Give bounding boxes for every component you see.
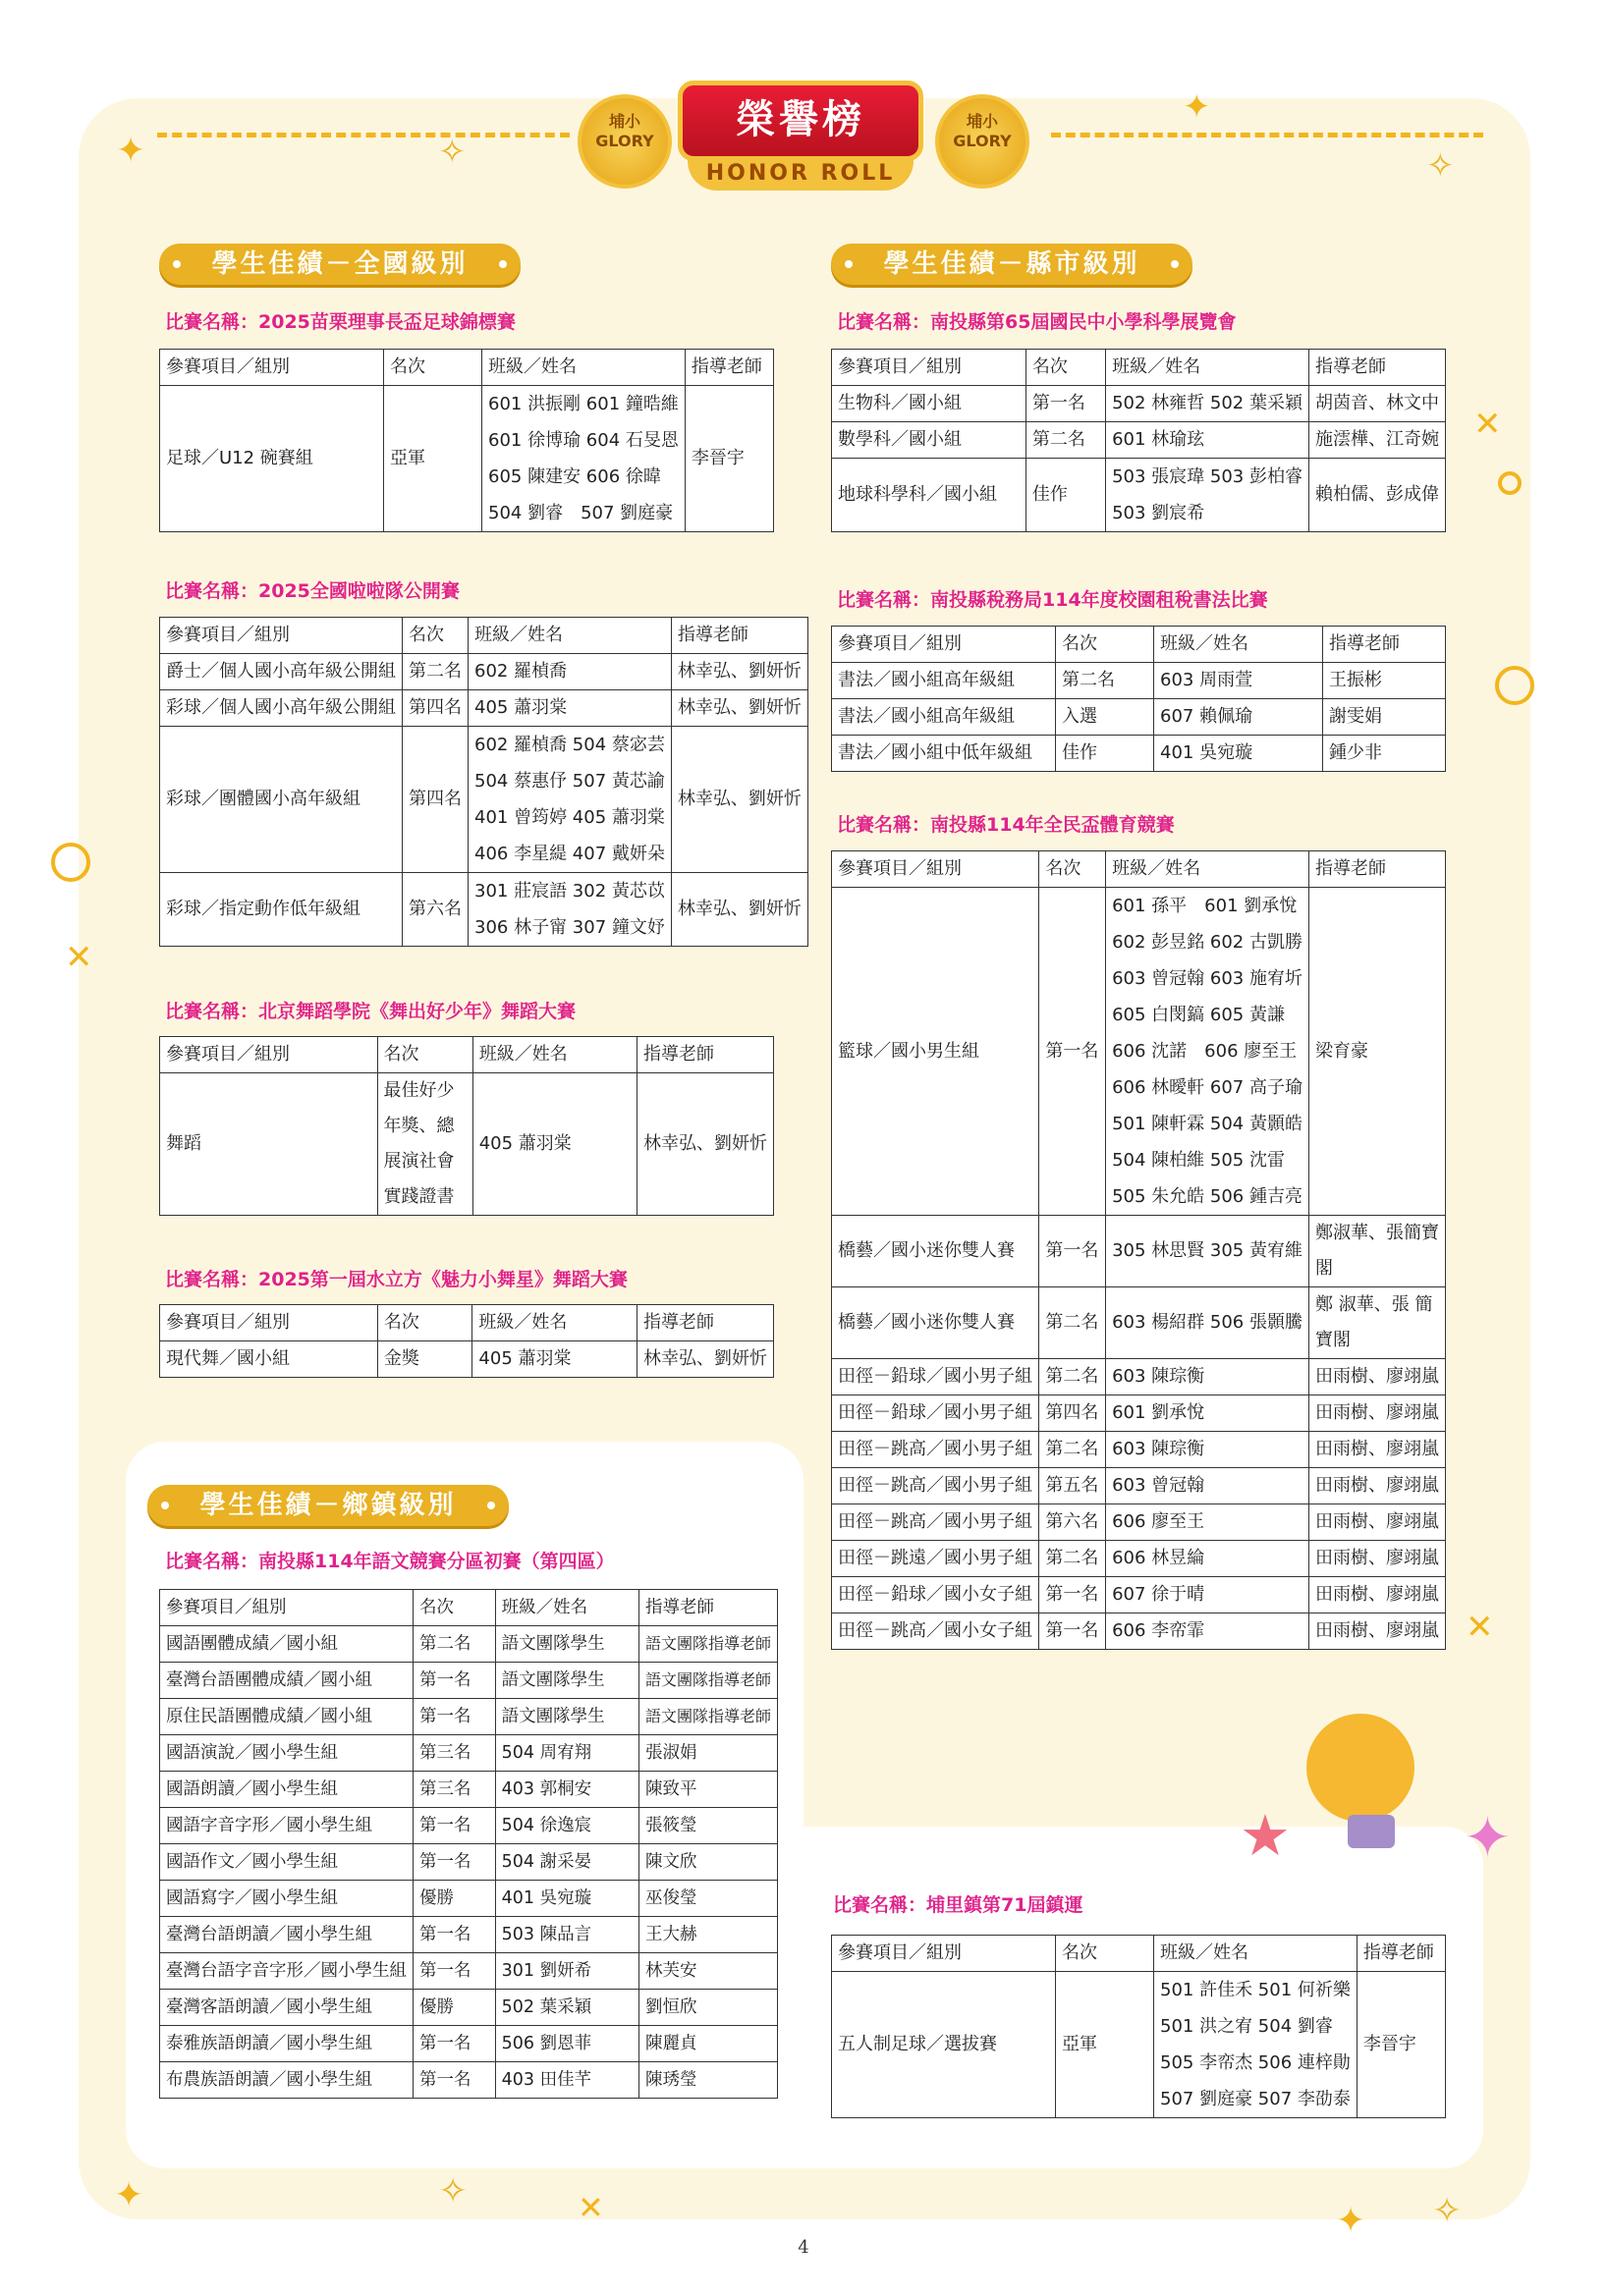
header-names: 班級／姓名: [482, 350, 686, 386]
pink-star-icon: ★: [1240, 1802, 1291, 1869]
header-item: 參賽項目／組別: [160, 350, 384, 386]
competition-name: 比賽名稱：北京舞蹈學院《舞出好少年》舞蹈大賽: [165, 1001, 577, 1022]
competition-name: 比賽名稱：南投縣第65屆國民中小學科學展覽會: [837, 311, 1237, 333]
table-row: 彩球／個人國小高年級公開組 第四名 405 蕭羽棠 林幸弘、劉妍忻: [160, 690, 808, 727]
table-row: 橋藝／國小迷你雙人賽 第一名 305 林思賢 305 黃宥維 鄭淑華、張簡寶閣: [832, 1216, 1446, 1287]
table-row: 地球科學科／國小組 佳作 503 張宸瑋 503 彭柏睿 503 劉宸希 賴柏儒、彭成偉: [832, 459, 1446, 532]
page-title: 榮譽榜: [678, 81, 923, 161]
result-table: [831, 1935, 1446, 2118]
table-header-row: 參賽項目／組別 名次 班級／姓名 指導老師: [160, 1305, 774, 1341]
table-row: 彩球／團體國小高年級組 第四名 602 羅楨喬 504 蔡宓芸 504 蔡惠伃 507 黃芯諭 401 曾筠婷 405 蕭羽棠 406 李星緹 407 戴妍朵 林幸弘、劉妍忻: [160, 727, 808, 873]
table-row: 田徑－鉛球／國小男子組 第二名 603 陳琮衡 田雨樹、廖翊嵐: [832, 1359, 1446, 1395]
header-rank: 名次: [384, 350, 482, 386]
result-table: [159, 1589, 778, 2099]
table-row: 泰雅族語朗讀／國小學生組 第一名 506 劉恩菲 陳麗貞: [160, 2026, 778, 2062]
page-number: 4: [798, 2237, 809, 2258]
table-row: 原住民語團體成績／國小組 第一名 語文團隊學生 語文團隊指導老師: [160, 1699, 778, 1735]
sparkle-outline-icon: ✧: [1432, 2191, 1463, 2231]
table-row: 國語字音字形／國小學生組 第一名 504 徐逸宸 張筱瑩: [160, 1808, 778, 1844]
table-row: 籃球／國小男生組 第一名 601 孫平 601 劉承悅 602 彭昱銘 602 古凱勝 603 曾冠翰 603 施宥圻 605 白閔鎬 605 黃謙 606 沈諾 606 廖至王 606 林曖軒 607 高子瑜 501 陳軒霖 504 黃顥皓 504 陳柏維 505 沈雷 505 朱允皓 506 鍾吉亮 梁育豪: [832, 888, 1446, 1216]
table-row: 國語團體成績／國小組 第二名 語文團隊學生 語文團隊指導老師: [160, 1626, 778, 1663]
table-row: 書法／國小組中低年級組 佳作 401 吳宛璇 鍾少非: [832, 736, 1446, 772]
sparkle-outline-icon: ✧: [438, 133, 467, 172]
table-row: 書法／國小組高年級組 入選 607 賴佩瑜 謝雯娟: [832, 699, 1446, 736]
result-table: [159, 349, 774, 532]
section-township: 學生佳績－鄉鎮級別: [147, 1485, 509, 1526]
cross-icon: ✕: [65, 938, 93, 977]
table-row: 爵士／個人國小高年級公開組 第二名 602 羅楨喬 林幸弘、劉妍忻: [160, 654, 808, 690]
table-row: 臺灣台語朗讀／國小學生組 第一名 503 陳品言 王大赫: [160, 1917, 778, 1953]
circle-icon: [1498, 471, 1522, 495]
table-row: 現代舞／國小組 金獎 405 蕭羽棠 林幸弘、劉妍忻: [160, 1341, 774, 1378]
competition-name: 比賽名稱：2025全國啦啦隊公開賽: [165, 580, 460, 602]
table-row: 舞蹈 最佳好少年獎、總展演社會實踐證書 405 蕭羽棠 林幸弘、劉妍忻: [160, 1073, 774, 1216]
cross-icon: ✕: [1466, 1608, 1494, 1647]
competition-name: 比賽名稱：2025苗栗理事長盃足球錦標賽: [165, 311, 516, 333]
table-row: 國語朗讀／國小學生組 第三名 403 郭桐安 陳致平: [160, 1772, 778, 1808]
table-header-row: 參賽項目／組別 名次 班級／姓名 指導老師: [160, 618, 808, 654]
glory-medal-right: 埔小 GLORY: [935, 94, 1029, 189]
glory-medal-left: 埔小 GLORY: [578, 94, 672, 189]
table-row: 田徑－跳高／國小男子組 第六名 606 廖至王 田雨樹、廖翊嵐: [832, 1504, 1446, 1541]
table-row: 田徑－跳高／國小女子組 第一名 606 李帟霏 田雨樹、廖翊嵐: [832, 1613, 1446, 1650]
header-dash-right: [1051, 133, 1483, 137]
table-row: 臺灣台語字音字形／國小學生組 第一名 301 劉妍希 林芙安: [160, 1953, 778, 1990]
sparkle-outline-icon: ✧: [1426, 146, 1455, 186]
table-row: 田徑－跳遠／國小男子組 第二名 606 林昱綸 田雨樹、廖翊嵐: [832, 1541, 1446, 1577]
competition-name: 比賽名稱：南投縣114年全民盃體育競賽: [837, 814, 1175, 836]
header-teacher: 指導老師: [685, 350, 773, 386]
sparkle-icon: ✦: [1336, 2201, 1366, 2241]
pink-sparkle-icon: ✦: [1464, 1804, 1512, 1871]
table-header-row: 參賽項目／組別 名次 班級／姓名 指導老師: [832, 350, 1446, 386]
honor-roll-subtitle: HONOR ROLL: [688, 157, 914, 191]
table-row: 國語作文／國小學生組 第一名 504 謝采晏 陳文欣: [160, 1844, 778, 1881]
section-national: 學生佳績－全國級別: [159, 244, 521, 285]
sparkle-icon: ✦: [1183, 87, 1211, 127]
table-row: 彩球／指定動作低年級組 第六名 301 莊宸語 302 黃芯苡 306 林子甯 307 鐘文妤 林幸弘、劉妍忻: [160, 873, 808, 947]
sparkle-outline-icon: ✧: [438, 2171, 469, 2212]
section-county: 學生佳績－縣市級別: [831, 244, 1192, 285]
cross-icon: ✕: [578, 2189, 604, 2226]
competition-name: 比賽名稱：南投縣114年語文競賽分區初賽（第四區）: [165, 1551, 615, 1572]
table-header-row: 參賽項目／組別 名次 班級／姓名 指導老師: [160, 1037, 774, 1073]
lightbulb-icon: [1306, 1714, 1414, 1822]
table-header-row: 參賽項目／組別 名次 班級／姓名 指導老師: [832, 627, 1446, 663]
table-row: 田徑－跳高／國小男子組 第二名 603 陳琮衡 田雨樹、廖翊嵐: [832, 1432, 1446, 1468]
table-header-row: 參賽項目／組別 名次 班級／姓名 指導老師: [160, 1590, 778, 1626]
table-row: 布農族語朗讀／國小學生組 第一名 403 田佳芊 陳琇瑩: [160, 2062, 778, 2099]
header-dash-left: [157, 133, 570, 137]
table-row: 國語寫字／國小學生組 優勝 401 吳宛璇 巫俊瑩: [160, 1881, 778, 1917]
table-header-row: 參賽項目／組別 名次 班級／姓名 指導老師: [832, 1936, 1446, 1972]
table-row: 臺灣客語朗讀／國小學生組 優勝 502 葉采穎 劉恒欣: [160, 1990, 778, 2026]
result-table: [159, 1304, 774, 1378]
sparkle-icon: ✦: [116, 131, 146, 171]
table-row: 國語演說／國小學生組 第三名 504 周宥翔 張淑娟: [160, 1735, 778, 1772]
competition-name: 比賽名稱：2025第一屆水立方《魅力小舞星》舞蹈大賽: [165, 1269, 628, 1290]
competition-name: 比賽名稱：南投縣稅務局114年度校園租稅書法比賽: [837, 589, 1268, 611]
competition-name: 比賽名稱：埔里鎮第71屆鎮運: [833, 1894, 1083, 1916]
lightbulb-base: [1348, 1815, 1395, 1848]
result-table: [831, 626, 1446, 772]
table-row: 橋藝／國小迷你雙人賽 第二名 603 楊紹群 506 張顥騰 鄭 淑華、張 簡 寶閣: [832, 1287, 1446, 1359]
circle-icon: [51, 843, 90, 882]
table-row: 田徑－跳高／國小男子組 第五名 603 曾冠翰 田雨樹、廖翊嵐: [832, 1468, 1446, 1504]
table-row: 五人制足球／選拔賽 亞軍 501 許佳禾 501 何祈樂 501 洪之宥 504 劉睿 505 李帟杰 506 連梓勛 507 劉庭豪 507 李劭泰 李晉宇: [832, 1972, 1446, 2118]
result-table: [831, 349, 1446, 532]
table-row: 足球／U12 碗賽組 亞軍 601 洪振剛 601 鐘晧維 601 徐博瑜 604 石旻恩 605 陳建安 606 徐暐 504 劉睿 507 劉庭豪 李晉宇: [160, 386, 774, 532]
table-row: 數學科／國小組 第二名 601 林瑜玹 施澐樺、江奇婉: [832, 422, 1446, 459]
table-header-row: [160, 350, 774, 386]
cross-icon: ✕: [1473, 405, 1502, 444]
table-row: 書法／國小組高年級組 第二名 603 周雨萱 王振彬: [832, 663, 1446, 699]
table-row: 田徑－鉛球／國小女子組 第一名 607 徐于晴 田雨樹、廖翊嵐: [832, 1577, 1446, 1613]
table-row: 臺灣台語團體成績／國小組 第一名 語文團隊學生 語文團隊指導老師: [160, 1663, 778, 1699]
table-row: 生物科／國小組 第一名 502 林雍哲 502 葉采穎 胡茵音、林文中: [832, 386, 1446, 422]
table-header-row: 參賽項目／組別 名次 班級／姓名 指導老師: [832, 851, 1446, 888]
result-table: [159, 617, 808, 947]
result-table: [831, 850, 1446, 1650]
table-row: 田徑－鉛球／國小男子組 第四名 601 劉承悅 田雨樹、廖翊嵐: [832, 1395, 1446, 1432]
circle-icon: [1495, 666, 1534, 705]
result-table: [159, 1036, 774, 1216]
sparkle-icon: ✦: [114, 2175, 144, 2215]
